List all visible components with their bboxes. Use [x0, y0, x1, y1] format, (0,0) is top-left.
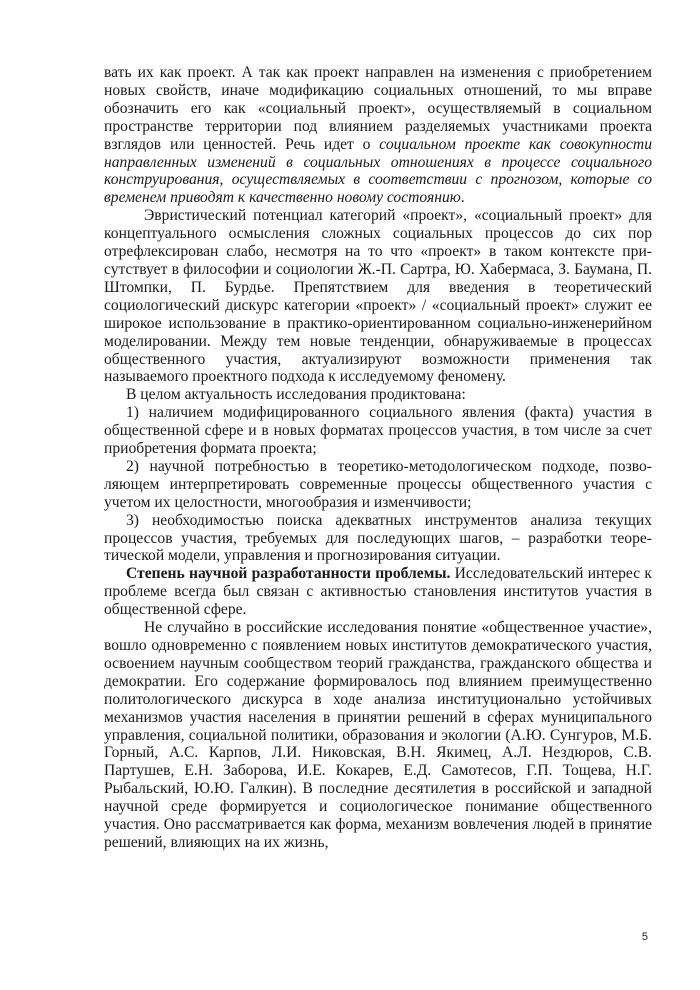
paragraph-research-degree — [104, 565, 652, 619]
paragraph-public-participation — [104, 619, 652, 852]
paragraph-text: вать их как проект. А так как проект направлен на изменения с приобретением новых свойств, иначе модификацию социальных отношений, то мы вправе обозначить его как «социальный проект», осуществляемый в социальном пространстве территории под влиянием разделяемых участниками проекта взглядов или ценностей. Речь идет о — [104, 64, 652, 153]
section-heading: Степень научной разработанности проблемы. — [126, 565, 451, 583]
list-item-text: 1) наличием модифицированного социального явления (факта) участия в общественной сфере и в новых форматах процессов участия, в том числе за счет приобретения формата проекта; — [104, 404, 652, 458]
paragraph-text-end: . — [460, 189, 465, 207]
italic-definition: социальном проекте как совокупности направленных изменений в социальных отношениях в процессе социального конструирования, осуществляемых в соответствии с прогнозом, которые со временем приводят к качественно новому состоянию — [104, 135, 652, 207]
body-text — [104, 64, 652, 852]
paragraph-text: Эвристический потенциал категорий «проект», «социальный проект» для концептуального осмысления сложных социальных процессов до сих пор отрефлексирован слабо, несмотря на то что «проект» в таком контексте присутствует в философии и социологии Ж.-П. Сартра, Ю. Хабермаса, З. Баумана, П. Штомпки, П. Бурдье. Препятствием для введения в теоретический социологический дискурс категории «проект» / «социальный проект» служит ее широкое использование в практико-ориентированном социально-инженерийном моделировании. Между тем новые тенденции, обнаруживаемые в процессах общественного участия, актуализируют возможности применения так называемого проектного подхода к исследуемому феномену. — [104, 207, 652, 386]
paragraph-relevance-intro — [104, 386, 652, 404]
paragraph-text: Исследовательский интерес к проблеме всегда был связан с активностью становления институтов участия в общественной сфере. — [104, 565, 652, 619]
list-item-text: 2) научной потребностью в теоретико-методологическом подходе, позволяющем интерпретировать современные процессы общественного участия с учетом их целостности, многообразия и изменчивости; — [104, 457, 652, 511]
list-item-text: 3) необходимостью поиска адекватных инструментов анализа текущих процессов участия, требуемых для последующих шагов, – разработки теоретической модели, управления и прогнозирования ситуации. — [104, 511, 652, 565]
list-item-2 — [104, 458, 652, 512]
page-number: 5 — [641, 931, 648, 943]
paragraph-project-definition — [104, 64, 652, 207]
list-item-1 — [104, 404, 652, 458]
list-item-3 — [104, 512, 652, 566]
paragraph-heuristic-potential — [104, 207, 652, 386]
paragraph-text: В целом актуальность исследования продиктована: — [126, 386, 466, 404]
paragraph-text: Не случайно в российские исследования понятие «общественное участие», вошло одновременно с появлением новых институтов демократического участия, освоением научным сообществом теорий гражданства, гражданского общества и демократии. Его содержание формировалось под влиянием преимущественно политологического дискурса в ходе анализа институционально устойчивых механизмов участия населения в принятии решений в сферах муниципального управления, социальной политики, образования и экологии (А.Ю. Сунгуров, М.Б. Горный, А.С. Карпов, Л.И. Никовская, В.Н. Якимец, А.Л. Нездюров, С.В. Партушев, Е.Н. Заборова, И.Е. Кокарев, Е.Д. Самотесов, Г.П. Тощева, Н.Г. Рыбальский, Ю.Ю. Галкин). В последние десятилетия в российской и западной научной среде формируется и социологическое понимание общественного участия. Оно рассматривается как форма, механизм вовлечения людей в принятие решений, влияющих на их жизнь, — [104, 619, 652, 851]
